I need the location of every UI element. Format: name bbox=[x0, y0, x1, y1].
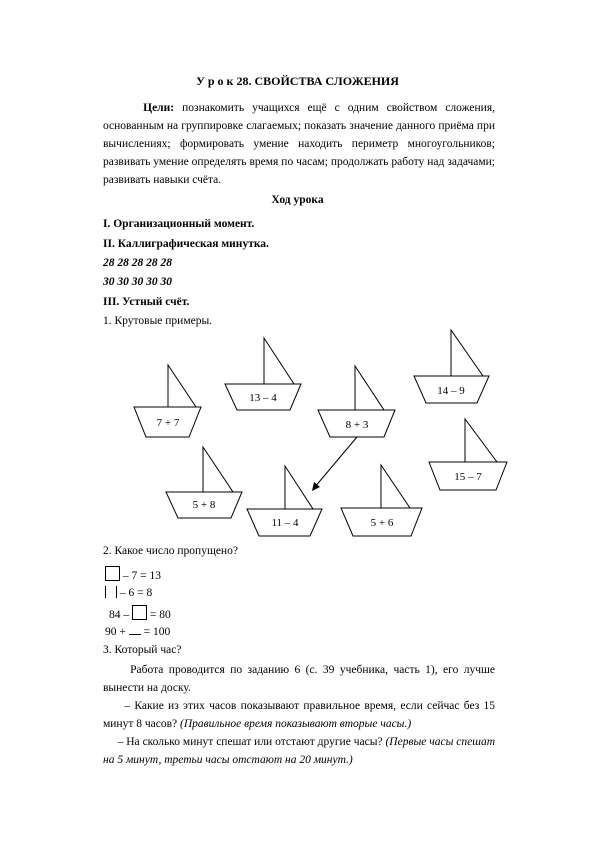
blank-line bbox=[129, 624, 141, 635]
blank-box bbox=[105, 586, 117, 598]
section-calligraphy: II. Каллиграфическая минутка. bbox=[103, 238, 269, 250]
boat-label-5: 15 – 7 bbox=[454, 471, 482, 483]
goals-text: познакомить учащихся ещё с одним свойством сложения, основанным на группировке слагаемых; показать значение данного приёма при вычислениях; формировать умение находить периметр многоугольников; развивать умение определять время по часам; продолжать работу над задачами; развивать навыки счёта. bbox=[103, 102, 496, 186]
blank-box bbox=[132, 605, 147, 620]
missing-eq-3: 84 – = 80 bbox=[109, 605, 171, 621]
item-what-time: 3. Который час? bbox=[103, 644, 182, 656]
calligraphy-row-1: 28 28 28 28 28 bbox=[103, 257, 172, 269]
section-mental-math: III. Устный счёт. bbox=[103, 296, 190, 308]
task3-paragraph-1: Работа проводится по заданию 6 (с. 39 учебника, часть 1), его лучше вынести на доску. bbox=[103, 664, 495, 694]
section-organizational: I. Организационный момент. bbox=[103, 218, 255, 230]
arrow-head bbox=[312, 482, 320, 491]
missing-eq-4: 90 + = 100 bbox=[105, 626, 171, 638]
blank-box bbox=[105, 566, 120, 581]
boat-label-3: 8 + 3 bbox=[345, 419, 369, 431]
calligraphy-row-2: 30 30 30 30 30 bbox=[103, 276, 172, 288]
task3-paragraph-2: – Какие из этих часов показывают правильное время, если сейчас без 15 минут 8 часов? (Правильное время показывают вторые часы.) bbox=[103, 700, 495, 730]
item-circular-examples: 1. Крутовые примеры. bbox=[103, 315, 213, 327]
lesson-title: У р о к 28. СВОЙСТВА СЛОЖЕНИЯ bbox=[196, 74, 399, 88]
missing-eq-2: – 6 = 8 bbox=[105, 586, 152, 599]
item-missing-number: 2. Какое число пропущено? bbox=[103, 545, 238, 557]
goals-label: Цели: bbox=[143, 102, 175, 114]
arrow-line bbox=[314, 437, 357, 488]
missing-eq-1: – 7 = 13 bbox=[105, 566, 161, 582]
task3-paragraph-3: – На сколько минут спешат или отстают другие часы? (Первые часы спешат на 5 минут, третьи часы отстают на 20 минут.) bbox=[103, 736, 495, 766]
boat-label-7: 11 – 4 bbox=[271, 517, 299, 529]
lesson-progress-heading: Ход урока bbox=[271, 194, 324, 206]
boat-label-6: 5 + 8 bbox=[192, 499, 216, 511]
boat-label-1: 7 + 7 bbox=[156, 417, 180, 429]
boat-label-8: 5 + 6 bbox=[370, 517, 394, 529]
boat-label-4: 14 – 9 bbox=[437, 385, 465, 397]
boat-label-2: 13 – 4 bbox=[249, 392, 277, 404]
